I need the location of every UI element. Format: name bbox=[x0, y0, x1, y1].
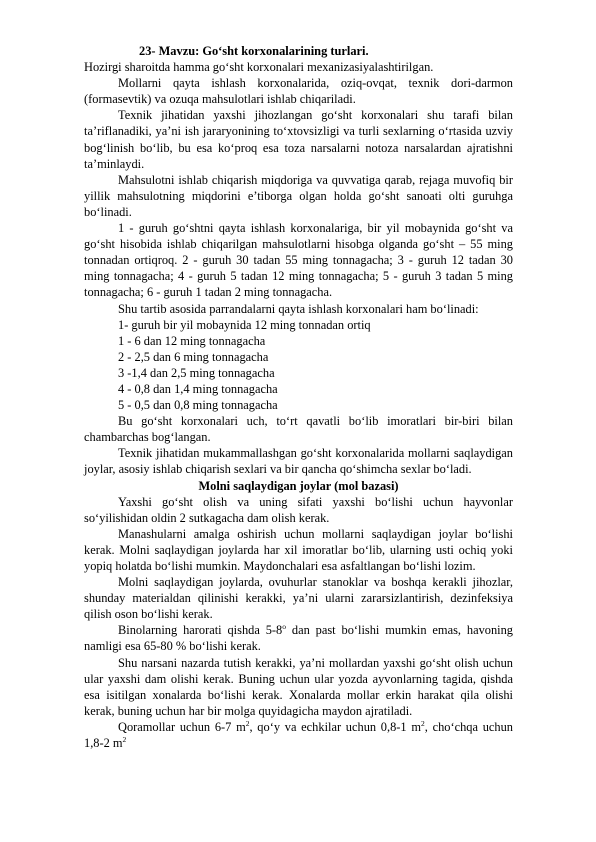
paragraph: Molni saqlaydigan joylarda, ovuhurlar stanoklar va boshqa kerakli jihozlar, shunday materialdan qilinishi kerakki, ya’ni ularni zararsizlantirish, dezinfeksiya qilish oson bo‘lishi kerak. bbox=[84, 575, 513, 622]
page-title: 23- Mavzu: Go‘sht korxonalarining turlari. bbox=[139, 44, 369, 58]
paragraph: Texnik jihatidan mukammallashgan go‘sht korxonalarida mollarni saqlaydigan joylar, asosiy ishlab chiqarish sexlari va bir qancha qo‘shimcha sexlar bo‘ladi. bbox=[84, 446, 513, 477]
paragraph: Texnik jihatidan yaxshi jihozlangan go‘sht korxonalari shu tarafi bilan ta’riflanadiki, ya’ni ish jararyonining to‘xtovsizligi va turli sexlarning o‘rtasida uzviy bog‘linish bo‘lib, bu esa ko‘proq esa toza narsalarni notoza narsalardan ajratishni ta’minlaydi. bbox=[84, 108, 513, 171]
square-superscript: 2 bbox=[122, 734, 127, 744]
square-superscript: 2 bbox=[245, 718, 250, 728]
group-list bbox=[84, 317, 513, 414]
text-run: dan past bo‘lishi mumkin emas, havoning namligi esa 65-80 % bo‘lishi kerak. bbox=[84, 623, 513, 654]
text-run: , qo‘y va echkilar uchun 0,8-1 m bbox=[249, 719, 421, 734]
paragraph-temperature bbox=[84, 622, 513, 654]
list-item: 2 - 2,5 dan 6 ming tonnagacha bbox=[118, 349, 269, 364]
list-item: 1 - 6 dan 12 ming tonnagacha bbox=[118, 333, 266, 348]
square-superscript: 2 bbox=[421, 718, 425, 728]
document-page bbox=[84, 43, 513, 751]
text-run: , cho‘chqa uchun 1,8-2 m bbox=[84, 719, 513, 751]
paragraph: Bu go‘sht korxonalari uch, to‘rt qavatli bo‘lib imoratlari bir-biri bilan chambarchas bog‘langan. bbox=[84, 414, 513, 445]
paragraph: Yaxshi go‘sht olish va uning sifati yaxshi bo‘lishi uchun hayvonlar so‘yilishidan oldin 2 sutkagacha dam olish kerak. bbox=[84, 494, 513, 525]
paragraph: Shu tartib asosida parrandalarni qayta ishlash korxonalari ham bo‘linadi: bbox=[118, 301, 479, 316]
list-item: 4 - 0,8 dan 1,4 ming tonnagacha bbox=[118, 381, 278, 396]
paragraph: Mollarni qayta ishlash korxonalarida, oziq-ovqat, texnik dori-darmon (formasevtik) va ozuqa mahsulotlari ishlab chiqariladi. bbox=[84, 76, 513, 107]
text-run: Binolarning harorati qishda 5-8 bbox=[118, 623, 283, 638]
paragraph: Mahsulotni ishlab chiqarish miqdoriga va quvvatiga qarab, rejaga muvofiq bir yillik mahsulotning miqdorini e’tiborga olgan holda go‘sht sanoati olti guruhga bo‘linadi. bbox=[84, 172, 513, 219]
text-run: Qoramollar uchun 6-7 m bbox=[118, 719, 246, 734]
degree-superscript: o bbox=[282, 622, 286, 632]
paragraph-area bbox=[84, 719, 513, 751]
paragraph: Manashularni amalga oshirish uchun mollarni saqlaydigan joylar bo‘lishi kerak. Molni saqlaydigan joylarda har xil imoratlar bo‘lib, ularning usti ochiq yoki yopiq holatda bo‘lishi mumkin. Maydonchalari esa asfaltlangan bo‘lishi lozim. bbox=[84, 526, 513, 573]
list-item: 3 -1,4 dan 2,5 ming tonnagacha bbox=[118, 365, 275, 380]
list-item: 5 - 0,5 dan 0,8 ming tonnagacha bbox=[118, 398, 278, 413]
list-item: 1- guruh bir yil mobaynida 12 ming tonnadan ortiq bbox=[118, 317, 371, 332]
paragraph: Hozirgi sharoitda hamma go‘sht korxonalari mexanizasiyalashtirilgan. bbox=[84, 60, 434, 75]
paragraph: Shu narsani nazarda tutish kerakki, ya’ni mollardan yaxshi go‘sht olish uchun ular yaxshi dam olishi kerak. Buning uchun ular yozda ayvonlarning tagida, qishda esa isitilgan xonalarda bo‘lishi kerak. Xonalarda mollar erkin harakat qila olishi kerak, buning uchun har bir molga quyidagicha maydon ajratiladi. bbox=[84, 655, 513, 718]
paragraph: 1 - guruh go‘shtni qayta ishlash korxonalariga, bir yil mobaynida go‘sht va go‘sht hisobida ishlab chiqarilgan mahsulotlarni hisobga olganda go‘sht – 55 ming tonnadan ortiqroq. 2 - guruh 30 tadan 55 ming tonnagacha; 3 - guruh 12 tadan 30 ming tonnagacha; 4 - guruh 5 tadan 12 ming tonnagacha; 5 - guruh 3 tadan 5 ming tonnagacha; 6 - guruh 1 tadan 2 ming tonnagacha. bbox=[84, 221, 513, 300]
section-heading: Molni saqlaydigan joylar (mol bazasi) bbox=[198, 478, 399, 493]
